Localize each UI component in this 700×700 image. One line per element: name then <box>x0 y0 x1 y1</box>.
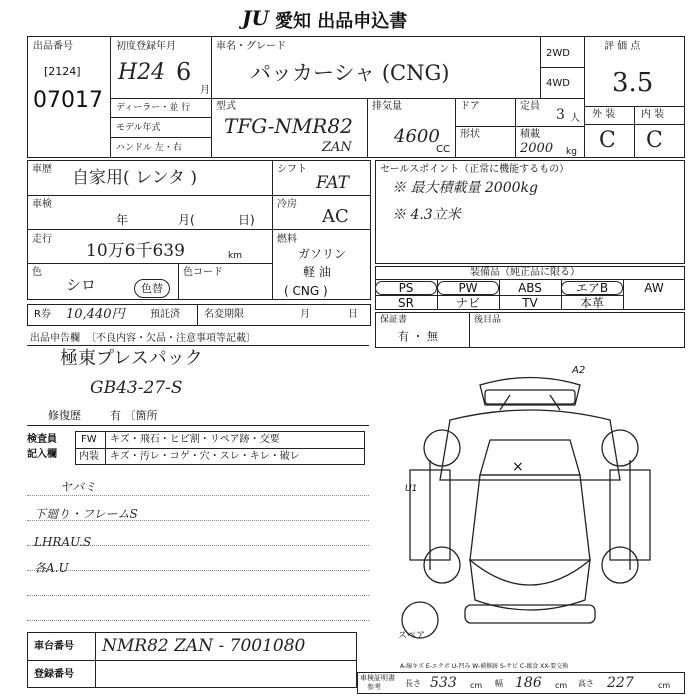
warranty-value: 有 ・ 無 <box>398 330 438 343</box>
car-name-label: 車名・グレード <box>216 41 286 52</box>
mileage-unit: km <box>228 251 242 261</box>
remark-line-3: LHRAU.S <box>34 535 92 549</box>
sales-point-line-2: ※ 4.3立米 <box>392 207 461 223</box>
body-shape-label: 形状 <box>460 129 480 140</box>
chassis-value: NMR82 ZAN - 7001080 <box>102 636 306 656</box>
model-label: 型式 <box>216 101 236 112</box>
handle-label: ハンドル 左・右 <box>116 143 182 153</box>
wheel-fr <box>602 430 638 466</box>
drive-2wd: 2WD <box>546 48 570 59</box>
capacity-label: 定員 <box>520 101 540 112</box>
grade-ext-value: C <box>599 128 616 153</box>
equip-abs: ABS <box>518 281 542 295</box>
history-value: 自家用( レンタ ) <box>72 168 197 188</box>
title-change-day: 日 <box>348 309 358 320</box>
inspector-label-2: 記入欄 <box>27 449 57 460</box>
dim-length-label: 長さ <box>405 679 421 688</box>
history-label: 車歴 <box>32 164 52 175</box>
model-year-label: モデル年式 <box>116 123 161 133</box>
fuel-label: 燃料 <box>277 234 297 245</box>
equipment-label: 装備品（純正品に限る） <box>470 267 580 278</box>
notes-sub: 〔不良内容・欠品・注意事項等記載〕 <box>86 333 256 344</box>
first-reg-month-unit: 月 <box>200 85 210 96</box>
first-reg-era: H24 <box>118 60 166 85</box>
grade-label: 評 価 点 <box>604 41 641 52</box>
dim-ref-label: 参考 <box>367 683 381 691</box>
damage-legend: A-線キズ E-エクボ U-凹み W-補修跡 S-サビ C-腐食 XX-要交換 <box>400 663 569 670</box>
fuel-gasoline: ガソリン <box>298 247 347 261</box>
model-value-2: ZAN <box>322 140 352 155</box>
diagram-x-mark: × <box>512 459 524 475</box>
damage-diagram <box>390 360 680 660</box>
wheel-fl <box>424 430 460 466</box>
top-frame <box>27 36 685 158</box>
title-change-month: 月 <box>300 309 310 320</box>
sales-point-label: セールスポイント（正常に機能するもの） <box>380 164 570 175</box>
inspection-month: 月( <box>178 213 195 227</box>
remark-line-1: ヤバミ <box>60 480 97 494</box>
notes-line-1: 極東プレスパック <box>60 348 203 369</box>
warranty-label: 保証書 <box>380 315 408 325</box>
lot-number: 07017 <box>33 88 103 113</box>
inspector-fw-label: FW <box>81 434 97 445</box>
aircon-label: 冷房 <box>277 199 297 210</box>
equip-navi: ナビ <box>455 296 480 310</box>
color-changed: 色替 <box>134 279 170 298</box>
inspector-int-label: 内装 <box>79 451 99 462</box>
wheel-rr <box>602 547 638 583</box>
inspector-int-items: キズ・汚レ・コゲ・穴・スレ・キレ・破レ <box>110 451 300 462</box>
notes-line-2: GB43-27-S <box>90 378 183 398</box>
grade-value: 3.5 <box>612 68 654 98</box>
load-label: 積載 <box>520 129 540 140</box>
inspection-label: 車検 <box>32 199 52 210</box>
aftermarket-label: 後目品 <box>474 315 502 325</box>
diagram-top-mark: A2 <box>572 365 586 376</box>
remark-line-2: 下廻り・フレームS <box>34 507 138 521</box>
car-name-value: パッカーシャ (CNG) <box>250 61 450 85</box>
dim-width-unit: cm <box>555 681 568 690</box>
shift-value: FAT <box>316 173 350 193</box>
dim-length-value: 533 <box>430 675 457 691</box>
inspection-day: 日) <box>238 213 255 227</box>
recycle-deposit: 預託済 <box>150 309 180 320</box>
displacement-unit: CC <box>436 144 450 155</box>
color-code-label: 色コード <box>183 267 223 278</box>
equip-pw: PW <box>437 281 499 295</box>
remark-line-4: 各A.U <box>34 561 69 575</box>
lot-label: 出品番号 <box>33 41 73 52</box>
recycle-value: 10,440円 <box>66 307 125 322</box>
mileage-value: 10万6千639 <box>86 241 185 261</box>
displacement-label: 排気量 <box>372 101 402 112</box>
title-change-label: 名変期限 <box>204 309 244 320</box>
body-center <box>470 475 590 560</box>
repair-label: 修復歴 <box>48 409 81 422</box>
fuel-cng: ( CNG ) <box>284 284 328 298</box>
drive-4wd: 4WD <box>546 78 570 89</box>
grade-int-label: 内 装 <box>641 109 665 120</box>
equip-sr: SR <box>398 296 414 310</box>
repair-value: 有 〔箇所 <box>110 409 158 422</box>
capacity-value: 3 <box>556 107 565 123</box>
door-label: ドア <box>460 101 480 112</box>
dim-cert-label: 車検証明書 <box>360 674 395 682</box>
capacity-unit: 人 <box>570 113 580 124</box>
sales-point-line-1: ※ 最大積載量 2000kg <box>392 180 538 196</box>
spare-label: スペア <box>398 631 426 641</box>
dim-length-unit: cm <box>470 681 483 690</box>
load-unit: kg <box>566 147 577 157</box>
ju-logo: JU <box>242 6 269 30</box>
lot-sub-code: [2124] <box>44 65 81 78</box>
model-value: TFG-NMR82 <box>224 114 353 138</box>
dim-width-value: 186 <box>515 675 542 691</box>
color-label: 色 <box>32 267 42 278</box>
aircon-value: AC <box>322 206 349 227</box>
color-value: シロ <box>66 276 97 294</box>
dim-width-label: 幅 <box>495 679 503 688</box>
inspector-label: 検査員 <box>27 434 57 445</box>
inspection-year: 年 <box>116 213 129 227</box>
equip-ps: PS <box>375 281 437 295</box>
header <box>0 0 700 34</box>
reg-number-label: 登録番号 <box>34 669 74 680</box>
inspector-fw-items: キズ・飛石・ヒビ割・リペア跡・交要 <box>110 434 280 445</box>
cab-front <box>440 410 620 480</box>
dim-height-label: 高さ <box>578 679 594 688</box>
first-reg-label: 初度登録年月 <box>116 41 176 52</box>
displacement-value: 4600 <box>394 126 440 147</box>
mileage-label: 走行 <box>32 234 52 245</box>
shift-label: シフト <box>277 164 307 175</box>
equip-leather: 本革 <box>579 296 604 310</box>
equip-aw: AW <box>644 281 664 295</box>
equip-tv: TV <box>522 296 538 310</box>
equip-airbag: エアB <box>561 281 623 295</box>
chassis-label: 車台番号 <box>34 641 74 652</box>
diagram-side-mark: U1 <box>405 484 418 494</box>
recycle-label: R券 <box>34 309 51 320</box>
notes-label: 出品申告欄 <box>30 333 80 344</box>
grade-int-value: C <box>646 128 663 153</box>
dealer-label: ディーラー・並 行 <box>116 103 191 113</box>
grade-ext-label: 外 装 <box>592 109 616 120</box>
form-title: 愛知 出品申込書 <box>275 11 408 32</box>
dim-height-value: 227 <box>607 675 634 691</box>
first-reg-month: 6 <box>176 58 192 86</box>
dim-height-unit: cm <box>658 681 671 690</box>
roof-top <box>480 378 580 406</box>
load-value: 2000 <box>520 141 554 156</box>
fuel-diesel: 軽 油 <box>303 265 331 279</box>
